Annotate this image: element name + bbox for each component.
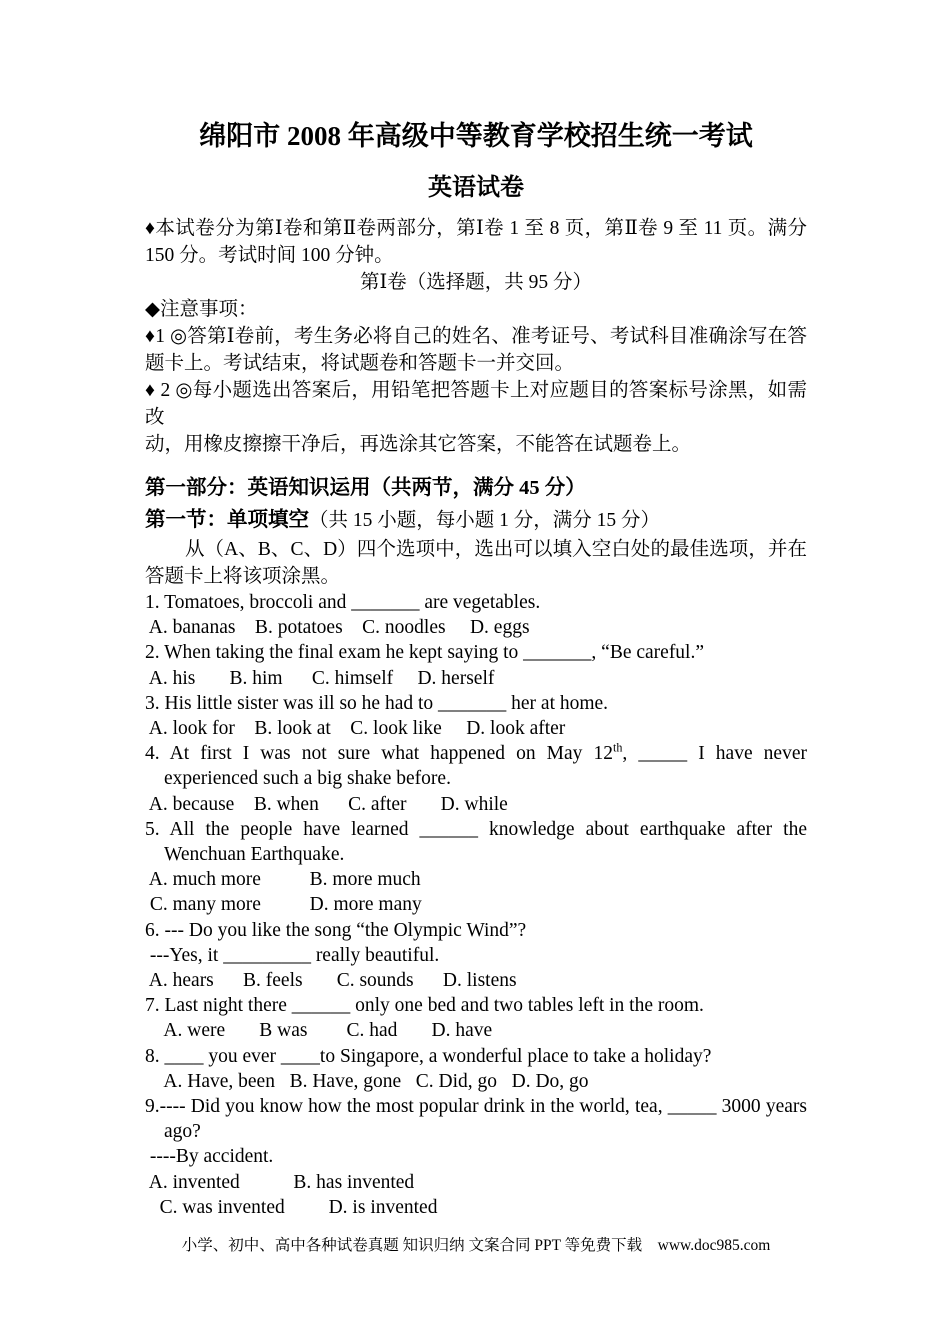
question-8-stem: 8. ____ you ever ____to Singapore, a wonderful place to take a holiday?	[145, 1045, 712, 1067]
question-3	[145, 691, 807, 741]
question-2	[145, 640, 807, 690]
question-4-options: A. because B. when C. after D. while	[145, 793, 508, 815]
question-9-reply: ----By accident.	[145, 1146, 274, 1168]
question-5-stem-line2: Wenchuan Earthquake.	[164, 844, 345, 866]
question-1	[145, 590, 807, 640]
question-1-options: A. bananas B. potatoes C. noodles D. eggs	[145, 617, 530, 639]
question-6-stem-line1: 6. --- Do you like the song “the Olympic Wind”?	[145, 919, 527, 941]
question-7-options: A. were B was C. had D. have	[145, 1020, 493, 1042]
question-4-stem-post: , _____ I have never	[622, 743, 807, 765]
intro-line-2: 150 分。考试时间 100 分钟。	[145, 245, 394, 266]
question-8-options: A. Have, been B. Have, gone C. Did, go D. Do, go	[145, 1070, 589, 1092]
question-6-stem-line2: ---Yes, it _________ really beautiful.	[145, 944, 440, 966]
ordinal-superscript: th	[613, 740, 623, 755]
question-7-stem: 7. Last night there ______ only one bed and two tables left in the room.	[145, 995, 704, 1017]
part1-heading: 第一部分：英语知识运用（共两节，满分 45 分）	[145, 477, 586, 499]
question-5	[145, 817, 807, 918]
question-3-options: A. look for B. look at C. look like D. look after	[145, 718, 566, 740]
notice-item1-line2: 题卡上。考试结束，将试题卷和答题卡一并交回。	[145, 353, 575, 374]
section1-detail: （共 15 小题，每小题 1 分，满分 15 分）	[309, 510, 661, 531]
question-9-options-line1: A. invented B. has invented	[145, 1171, 415, 1193]
notice-item2-line1: ♦ 2 ◎每小题选出答案后，用铅笔把答题卡上对应题目的答案标号涂黑，如需改	[145, 380, 807, 428]
question-5-options-line2: C. many more D. more many	[145, 894, 422, 916]
question-3-stem: 3. His little sister was ill so he had to _______ her at home.	[145, 692, 609, 714]
question-9-stem-line2: ago?	[164, 1121, 201, 1143]
question-8	[145, 1044, 807, 1094]
exam-title: 绵阳市 2008 年高级中等教育学校招生统一考试	[199, 121, 753, 151]
section1-instruction-line1: 从（A、B、C、D）四个选项中，选出可以填入空白处的最佳选项，并在	[184, 539, 807, 560]
question-4-stem-line1	[145, 741, 807, 766]
question-2-stem: 2. When taking the final exam he kept saying to _______, “Be careful.”	[145, 642, 705, 664]
question-9-stem-line1: 9.---- Did you know how the most popular drink in the world, tea, _____ 3000 years	[145, 1096, 807, 1118]
question-4	[145, 741, 807, 817]
notice-block	[145, 296, 807, 458]
question-7	[145, 993, 807, 1043]
question-6-options: A. hears B. feels C. sounds D. listens	[145, 970, 517, 992]
section1-title: 第一节：单项填空	[145, 509, 309, 531]
question-5-stem-line1: 5. All the people have learned ______ knowledge about earthquake after the	[145, 818, 807, 840]
exam-subtitle: 英语试卷	[428, 175, 524, 201]
question-2-options: A. his B. him C. himself D. herself	[145, 667, 495, 689]
notice-item2-line2: 动，用橡皮擦擦干净后，再选涂其它答案，不能答在试题卷上。	[145, 434, 692, 455]
spacer	[145, 458, 807, 472]
question-9	[145, 1094, 807, 1220]
question-1-stem: 1. Tomatoes, broccoli and _______ are vegetables.	[145, 592, 541, 613]
question-4-stem-line2: experienced such a big shake before.	[164, 768, 451, 790]
volume1-heading: 第Ⅰ卷（选择题，共 95 分）	[360, 272, 592, 293]
exam-intro	[145, 215, 807, 269]
question-9-options-line2: C. was invented D. is invented	[145, 1196, 438, 1218]
notice-item1-line1: ♦1 ◎答第Ⅰ卷前，考生务必将自己的姓名、准考证号、考试科目准确涂写在答	[145, 326, 807, 347]
section1-instruction-line2: 答题卡上将该项涂黑。	[145, 566, 341, 587]
intro-line-1: ♦本试卷分为第Ⅰ卷和第Ⅱ卷两部分，第Ⅰ卷 1 至 8 页，第Ⅱ卷 9 至 11 页。满分	[145, 218, 807, 239]
question-5-options-line1: A. much more B. more much	[145, 869, 421, 891]
question-4-stem-pre: 4. At first I was not sure what happened on May 12	[145, 743, 613, 765]
question-6	[145, 918, 807, 994]
section1-heading	[145, 505, 807, 536]
notice-title: ◆注意事项：	[145, 299, 258, 320]
footer-watermark: 小学、初中、高中各种试卷真题 知识归纳 文案合同 PPT 等免费下载 www.doc985.com	[181, 1237, 771, 1255]
